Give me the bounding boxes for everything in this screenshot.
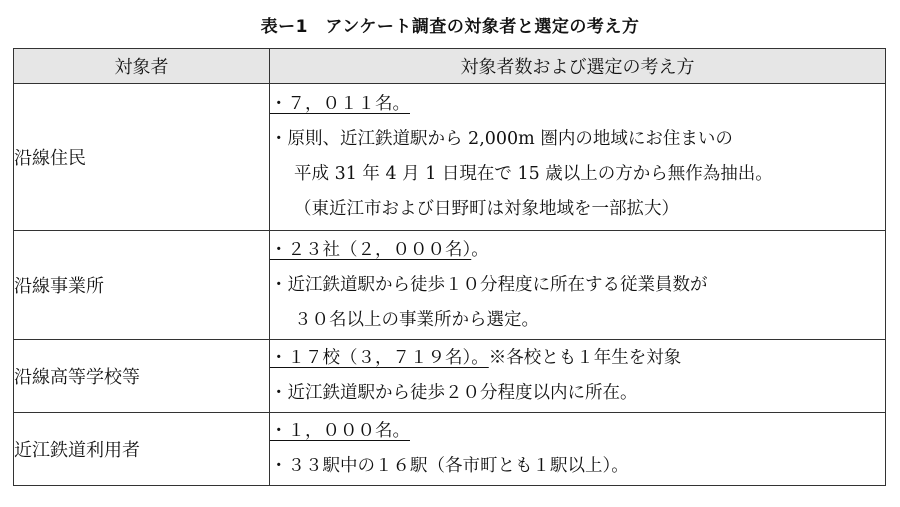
detail-line: ・３３駅中の１６駅（各市町とも１駅以上）。: [270, 456, 629, 476]
table-header-row: [14, 49, 886, 84]
detail-line: （東近江市および日野町は対象地域を一部拡大）: [294, 199, 679, 219]
count-text: ・７，０１１名。: [270, 94, 410, 114]
count-text: ・１，０００名。: [270, 421, 410, 441]
detail-line: ・原則、近江鉄道駅から 2,000m 圏内の地域にお住まいの: [270, 129, 733, 149]
count-line: [270, 87, 885, 122]
target-cell: 近江鉄道利用者: [14, 413, 270, 486]
count-line: [270, 233, 885, 268]
count-text: ・２３社（２，０００名）: [270, 239, 472, 260]
table-row: [14, 231, 886, 340]
target-cell: 沿線事業所: [14, 231, 270, 340]
count-tail: 。: [471, 239, 489, 260]
header-selection: 対象者数および選定の考え方: [270, 49, 886, 84]
detail-cell: [270, 340, 886, 413]
table-caption: 表ー1 アンケート調査の対象者と選定の考え方: [260, 17, 640, 37]
detail-cell: [270, 231, 886, 340]
count-tail: ※各校とも１年生を対象: [488, 348, 682, 368]
survey-table: [13, 48, 886, 486]
detail-cell: [270, 413, 886, 486]
detail-line: 平成 31 年 4 月 1 日現在で 15 歳以上の方から無作為抽出。: [294, 164, 773, 184]
table-row: [14, 413, 886, 486]
target-cell: 沿線高等学校等: [14, 340, 270, 413]
detail-cell: [270, 84, 886, 231]
target-cell: 沿線住民: [14, 84, 270, 231]
count-line: [270, 341, 885, 376]
count-line: [270, 414, 885, 449]
detail-line: ３０名以上の事業所から選定。: [294, 309, 539, 330]
table-row: [14, 340, 886, 413]
detail-line: ・近江鉄道駅から徒歩１０分程度に所在する従業員数が: [270, 274, 708, 295]
detail-line: ・近江鉄道駅から徒歩２０分程度以内に所在。: [270, 383, 638, 403]
count-text: ・１７校（３，７１９名）。: [270, 348, 489, 368]
table-row: [14, 84, 886, 231]
header-target: 対象者: [14, 49, 270, 84]
